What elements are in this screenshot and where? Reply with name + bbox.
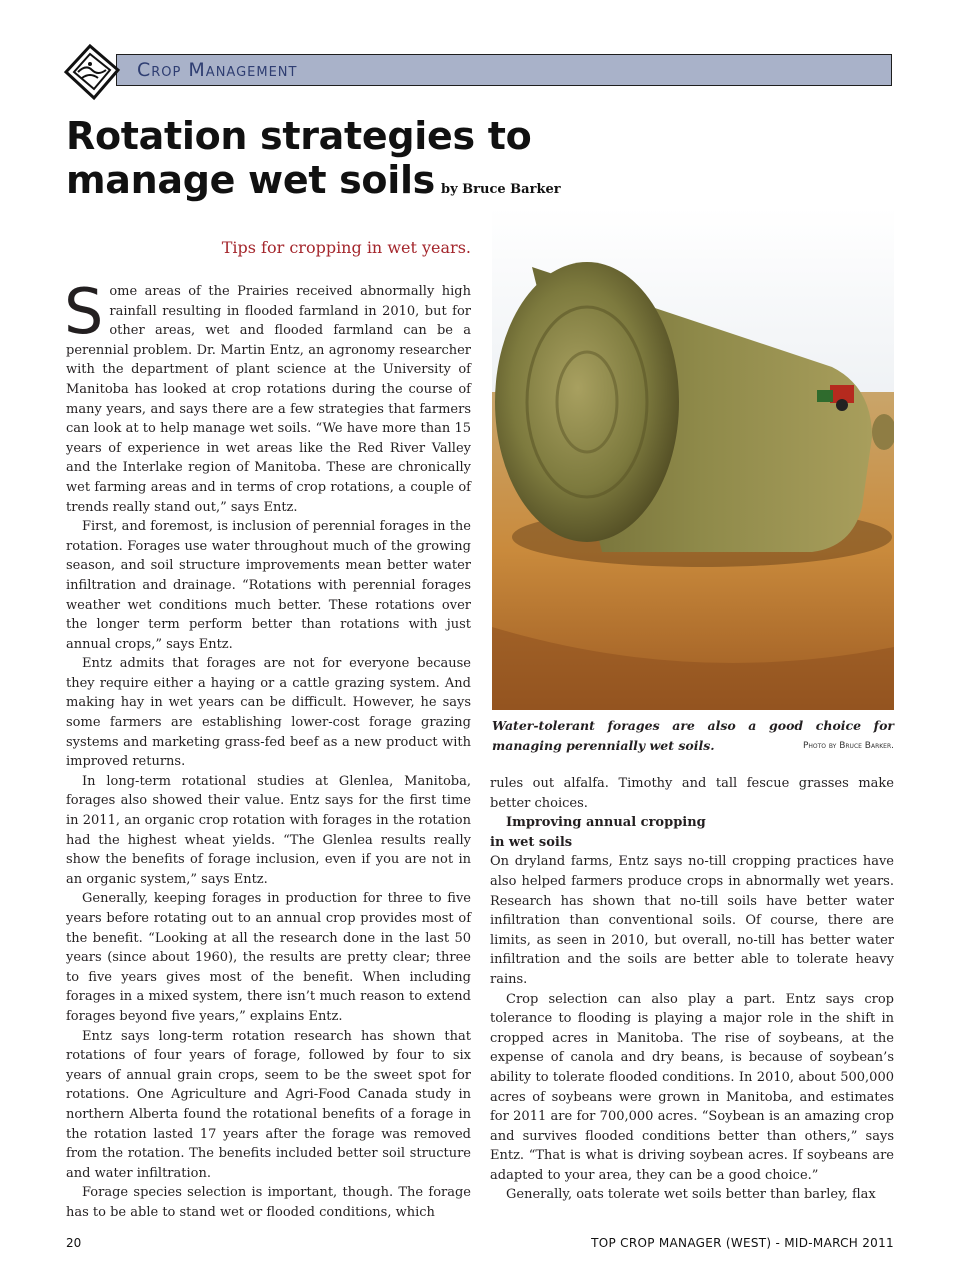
drop-cap: S [64,275,104,348]
headline-line-1: Rotation strategies to [66,114,532,158]
article-column-right [490,774,894,1205]
page-number: 20 [66,1236,82,1250]
paragraph-6: Entz says long-term rotation research has shown that rotations of four years of forage, followed by four to six years of annual grain crops, seem to be the sweet spot for rotations. One Agriculture and Agri-Food Canada study in northern Alberta found the rotational benefits of a forage in the rotation lasted 17 years after the forage was removed from the rotation. The benefits included better soil structure and water infiltration. [66,1028,471,1181]
subhead [490,813,894,852]
continued-paragraph: rules out alfalfa. Timothy and tall fescue grasses make better choices. [490,776,894,811]
section-label: Crop Management [137,59,298,81]
hay-bale-photo [492,207,894,710]
magazine-footer: TOP CROP MANAGER (WEST) - MID-MARCH 2011 [591,1236,894,1250]
byline: by Bruce Barker [441,182,561,197]
paragraph-5: Generally, keeping forages in production for three to five years before rotating out to an annual crop provides most of the benefit. “Looking at all the research done in the last 50 years (since about 1960), the results are pretty clear; three to five years gives most of the benefit. When including forages in a mixed system, there isn’t much reason to extend forages beyond five years,” explains Entz. [66,891,471,1024]
photo-credit: Photo by Bruce Barker. [802,741,894,751]
paragraph-1-text: ome areas of the Prairies received abnormally high rainfall resulting in flooded farmland in 2010, but for other areas, wet and flooded farmland can be a perennial problem. Dr. Martin Entz, an agronomy researcher with the department of plant science at the University of Manitoba has looked at crop rotations during the course of many years, and says there are a few strategies that farmers can look at to help manage wet soils. “We have more than 15 years of experience in wet areas like the Red River Valley and the Interlake region of Manitoba. These are chronically wet farming areas and in terms of crop rotations, a couple of trends really stand out,” says Entz. [66,284,471,515]
article-deck: Tips for cropping in wet years. [221,238,471,257]
photo-caption [492,716,894,756]
article-column-left [64,275,471,1223]
subhead-line-1: Improving annual cropping [506,815,706,831]
paragraph-7: Forage species selection is important, though. The forage has to be able to stand wet or flooded conditions, which [66,1185,471,1220]
subhead-line-2: in wet soils [490,834,573,850]
paragraph-1 [64,275,471,517]
paragraph-10: Generally, oats tolerate wet soils better than barley, flax [506,1187,876,1203]
paragraph-8: On dryland farms, Entz says no-till cropping practices have also helped farmers produce crops in abnormally wet years. Research has shown that no-till soils have better water infiltration than conventional soils. Of course, there are limits, as seen in 2010, but overall, no-till has better water infiltration and the soils are better able to tolerate heavy rains. [490,854,894,987]
paragraph-4: In long-term rotational studies at Glenlea, Manitoba, forages also showed their value. Entz says for the first time in 2011, an organic crop rotation with forages in the rotation had the highest wheat yields. “The Glenlea results really show the benefits of forage inclusion, even if you are not in an organic system,” says Entz. [66,773,471,887]
hay-bale-illustration [492,207,894,710]
paragraph-9: Crop selection can also play a part. Entz says crop tolerance to flooding is playing a major role in the shift in cropped acres in Manitoba. The rise of soybeans, at the expense of canola and dry beans, is because of soybean’s ability to tolerate flooded conditions. In 2010, about 500,000 acres of soybeans were grown in Manitoba, and estimates for 2011 are for 700,000 acres. “Soybean is an amazing crop and survives flooded conditions better than others,” says Entz. “That is what is driving soybean acres. If soybeans are adapted to your area, they can be a good choice.” [490,991,894,1183]
headline-line-2: manage wet soils [66,158,436,202]
field-map-icon [60,42,124,104]
photo-caption-text: Water-tolerant forages are also a good choice for managing perennially wet soils. [492,718,894,753]
section-header-bar [116,54,892,86]
article-headline [66,114,626,212]
paragraph-3: Entz admits that forages are not for everyone because they require either a haying or a cattle grazing system. And making hay in wet years can be difficult. However, he says some farmers are establishing lower-cost forage grazing systems and marketing grass-fed beef as a new product with improved returns. [66,656,471,770]
paragraph-2: First, and foremost, is inclusion of perennial forages in the rotation. Forages use water throughout much of the growing season, and soil structure improvements mean better water infiltration and drainage. “Rotations with perennial forages weather wet conditions much better. These rotations over the longer term perform better than rotations with just annual crops,” says Entz. [66,519,471,652]
